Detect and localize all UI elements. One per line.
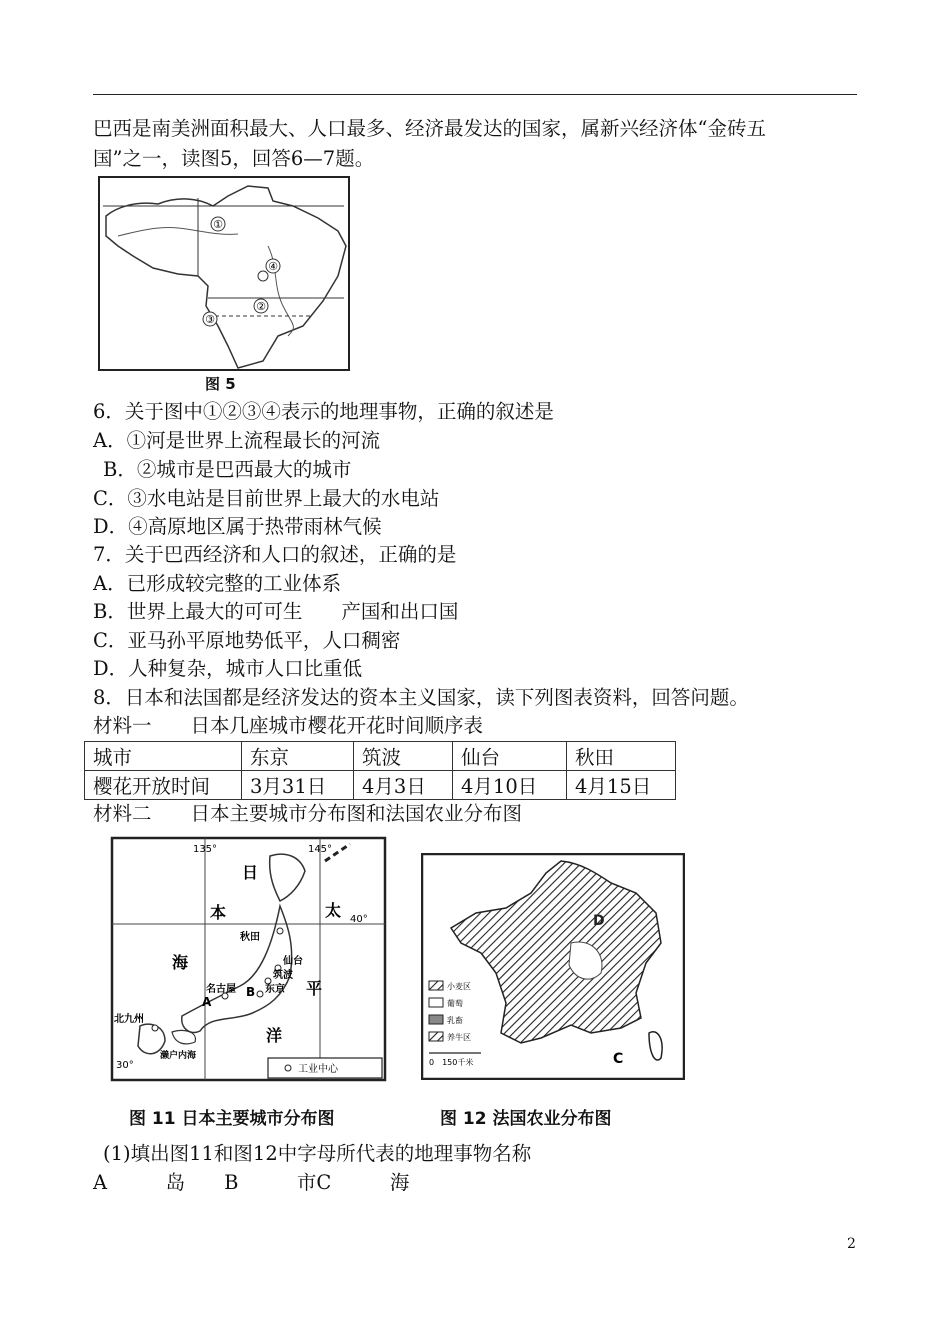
- q7-option-d: D．人种复杂，城市人口比重低: [93, 657, 363, 680]
- intro-line-2: 国”之一，读图5，回答6—7题。: [93, 147, 375, 170]
- lon-135-label: 135°: [192, 844, 218, 855]
- legend-cattle: 养牛区: [447, 1033, 471, 1042]
- fig5-caption: 图 5: [205, 375, 236, 393]
- map-label-1: ①: [213, 218, 223, 231]
- brazil-map: [98, 176, 350, 372]
- label-ping: 平: [306, 979, 323, 998]
- label-b: B: [246, 985, 256, 999]
- table-cell: 秋田: [567, 742, 676, 771]
- q7-option-b: B．世界上最大的可可生 产国和出口国: [93, 600, 459, 623]
- lat-40-label: 40°: [350, 914, 368, 925]
- map-label-2: ②: [256, 300, 266, 313]
- label-sendai: 仙台: [283, 956, 303, 967]
- table-cell: 仙台: [453, 742, 567, 771]
- q7-stem: 7．关于巴西经济和人口的叙述，正确的是: [93, 543, 457, 566]
- label-ri: 日: [242, 863, 259, 882]
- table-cell: 4月15日: [567, 771, 676, 800]
- fig11-caption: 图 11 日本主要城市分布图: [129, 1109, 335, 1129]
- q6-option-a: A．①河是世界上流程最长的河流: [93, 429, 381, 452]
- table-cell: 城市: [85, 742, 242, 771]
- page-number: 2: [847, 1236, 856, 1252]
- table-cell: 3月31日: [242, 771, 354, 800]
- label-nagoya: 名古屋: [206, 984, 236, 995]
- lat-30-label: 30°: [116, 1060, 134, 1071]
- intro-line-1: 巴西是南美洲面积最大、人口最多、经济最发达的国家，属新兴经济体“金砖五: [93, 117, 766, 140]
- label-a: A: [202, 995, 212, 1009]
- japan-map: [110, 836, 387, 1082]
- table-cell: 樱花开放时间: [85, 771, 242, 800]
- label-hai: 海: [172, 953, 189, 972]
- material-2: 材料二 日本主要城市分布图和法国农业分布图: [93, 802, 523, 825]
- q6-option-c: C．③水电站是目前世界上最大的水电站: [93, 487, 440, 510]
- label-tokyo: 东京: [265, 984, 285, 995]
- label-c: C: [613, 1051, 624, 1067]
- table-cell: 4月3日: [354, 771, 453, 800]
- table-cell: 东京: [242, 742, 354, 771]
- q7-option-c: C．亚马孙平原地势低平，人口稠密: [93, 629, 401, 652]
- table-cell: 4月10日: [453, 771, 567, 800]
- table-cell: 筑波: [354, 742, 453, 771]
- label-inland-sea: 濑户内海: [160, 1051, 197, 1061]
- material-1: 材料一 日本几座城市樱花开花时间顺序表: [93, 714, 484, 737]
- label-tsukuba: 筑波: [273, 970, 293, 981]
- q8-sub1: (1)填出图11和图12中字母所代表的地理事物名称: [103, 1142, 532, 1165]
- label-ben: 本: [210, 903, 227, 922]
- q6-stem: 6．关于图中①②③④表示的地理事物，正确的叙述是: [93, 400, 554, 423]
- label-akita: 秋田: [240, 932, 260, 943]
- legend-dairy: 乳畜: [447, 1016, 463, 1025]
- france-map: [421, 853, 685, 1080]
- q7-option-a: A．已形成较完整的工业体系: [93, 572, 342, 595]
- map-label-4: ④: [268, 260, 278, 273]
- table-header-row: [85, 742, 676, 771]
- label-kyushu: 北九州: [114, 1014, 144, 1025]
- label-d: D: [593, 913, 605, 929]
- label-tai: 太: [325, 901, 342, 920]
- fig12-caption: 图 12 法国农业分布图: [440, 1109, 612, 1129]
- q8-stem: 8．日本和法国都是经济发达的资本主义国家，读下列图表资料，回答问题。: [93, 686, 749, 709]
- q8-blanks: A 岛 B 市C 海: [93, 1171, 410, 1194]
- label-yang: 洋: [266, 1026, 283, 1045]
- header-rule: [93, 94, 857, 95]
- q6-option-b: B．②城市是巴西最大的城市: [103, 458, 352, 481]
- map-label-3: ③: [205, 313, 215, 326]
- sakura-table: [84, 741, 676, 800]
- legend-wheat: 小麦区: [447, 982, 471, 991]
- legend-industry: 工业中心: [298, 1064, 338, 1075]
- lon-145-label: 145°: [307, 844, 333, 855]
- scale-label: 0 150千米: [429, 1058, 474, 1067]
- table-row: [85, 771, 676, 800]
- legend-grape: 葡萄: [447, 999, 463, 1008]
- q6-option-d: D．④高原地区属于热带雨林气候: [93, 515, 382, 538]
